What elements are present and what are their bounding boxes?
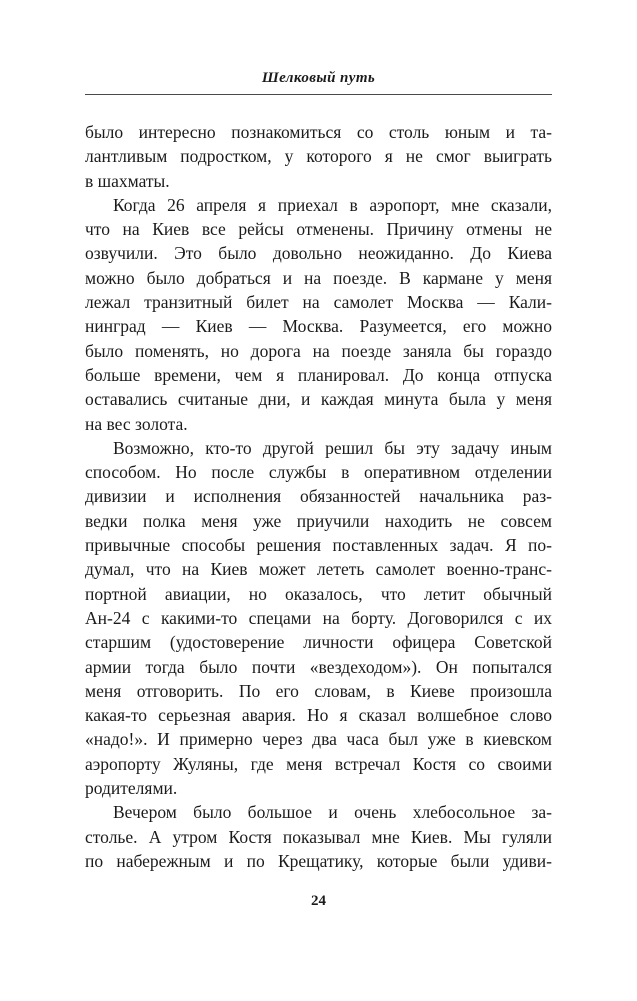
text-line: на вес золота. — [85, 413, 188, 434]
text-line: какая-то серьезная авария. Но я сказал волшебное слово — [85, 705, 552, 726]
text-line: Ан-24 с какими-то спецами на борту. Договорился с их — [85, 607, 552, 628]
text-line: ведки полка меня уже приучили находить не совсем — [85, 510, 552, 531]
text-line: можно было добраться и на поезде. В кармане у меня — [85, 267, 552, 288]
header-rule — [85, 94, 552, 95]
running-header — [85, 70, 552, 95]
running-header-title: Шелковый путь — [261, 70, 376, 86]
text-line: столье. А утром Костя показывал мне Киев. Мы гуляли — [85, 826, 552, 847]
text-line: армии тогда было почти «вездеходом»). Он попытался — [85, 656, 552, 677]
text-line: что на Киев все рейсы отменены. Причину отмены не — [85, 219, 552, 240]
text-line: было поменять, но дорога на поезде заняла бы гораздо — [85, 340, 552, 361]
paragraph — [85, 436, 552, 800]
text-line: портной авиации, но оказалось, что летит обычный — [85, 583, 552, 604]
paragraph — [85, 193, 552, 436]
text-line: способом. Но после службы в оперативном отделении — [85, 462, 552, 483]
page-number: 24 — [311, 893, 326, 909]
text-line: в шахматы. — [85, 170, 170, 191]
text-line: Вечером было большое и очень хлебосольное за- — [113, 802, 552, 823]
text-line: привычные способы решения поставленных задач. Я по- — [85, 535, 552, 556]
text-line: родителями. — [85, 778, 178, 799]
text-line: меня отговорить. По его словам, в Киеве произошла — [85, 680, 552, 701]
text-line: «надо!». И примерно через два часа был уже в киевском — [85, 729, 552, 750]
paragraph — [85, 120, 552, 193]
text-line: аэропорту Жуляны, где меня встречал Костя со своими — [85, 753, 552, 774]
text-line: Возможно, кто-то другой решил бы эту задачу иным — [113, 437, 552, 458]
text-line: оставались считаные дни, и каждая минута была у меня — [85, 389, 552, 410]
text-line: дивизии и исполнения обязанностей начальника раз- — [85, 486, 552, 507]
body-text — [85, 120, 552, 873]
text-line: по набережным и по Крещатику, которые были удиви- — [85, 850, 552, 871]
text-line: было интересно познакомиться со столь юным и та- — [85, 122, 552, 142]
text-line: думал, что на Киев может лететь самолет военно-транс- — [85, 559, 552, 580]
text-line: нинград — Киев — Москва. Разумеется, его можно — [85, 316, 552, 337]
text-line: Когда 26 апреля я приехал в аэропорт, мне сказали, — [113, 194, 552, 215]
text-line: больше времени, чем я планировал. До конца отпуска — [85, 364, 552, 385]
text-line: лежал транзитный билет на самолет Москва — Кали- — [85, 292, 552, 313]
paragraph — [85, 800, 552, 873]
text-line: лантливым подростком, у которого я не смог выиграть — [85, 146, 552, 167]
text-line: озвучили. Это было довольно неожиданно. До Киева — [85, 243, 552, 264]
text-line: старшим (удостоверение личности офицера Советской — [85, 632, 552, 653]
